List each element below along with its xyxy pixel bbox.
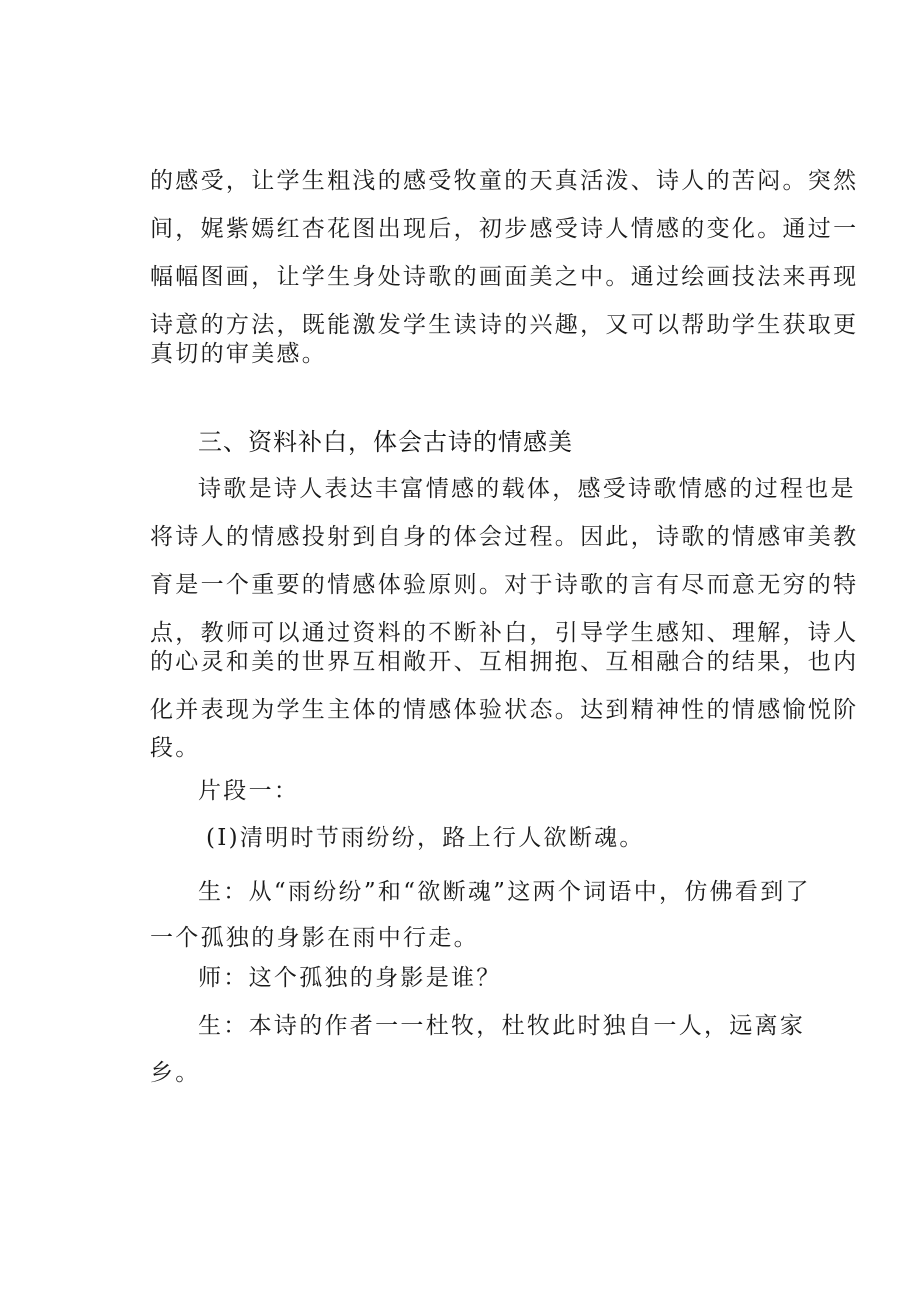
dialogue-line: 师：这个孤独的身影是谁？ xyxy=(198,965,502,991)
section-heading: 三、资料补白，体会古诗的情感美 xyxy=(198,428,573,456)
paragraph-line: 幅幅图画，让学生身处诗歌的画面美之中。通过绘画技法来再现 xyxy=(150,264,859,290)
paragraph-line: 间，娓紫嫣红杏花图出现后，初步感受诗人情感的变化。通过一 xyxy=(150,216,859,242)
paragraph-line: 诗意的方法，既能激发学生读诗的兴趣，又可以帮助学生获取更 xyxy=(150,312,859,338)
paragraph-line: 育是一个重要的情感体验原则。对于诗歌的言有尽而意无穷的特 xyxy=(150,572,859,598)
dialogue-line: 生：本诗的作者一一杜牧，杜牧此时独自一人，远离家 xyxy=(198,1013,806,1039)
paragraph-line: 诗歌是诗人表达丰富情感的载体，感受诗歌情感的过程也是 xyxy=(198,476,856,502)
paragraph-line: 点，教师可以通过资料的不断补白，引导学生感知、理解，诗人 xyxy=(150,620,859,646)
paragraph-line: 化并表现为学生主体的情感体验状态。达到精神性的情感愉悦阶 xyxy=(150,697,859,723)
paragraph-line: 的感受，让学生粗浅的感受牧童的天真活泼、诗人的苦闷。突然 xyxy=(150,168,859,194)
paragraph-line: 将诗人的情感投射到自身的体会过程。因此，诗歌的情感审美教 xyxy=(150,524,859,550)
dialogue-line: 生：从“雨纷纷”和“欲断魂”这两个词语中，仿佛看到了 xyxy=(198,879,811,905)
fragment-label: 片段一： xyxy=(198,778,300,804)
dialogue-line: 一个孤独的身影在雨中行走。 xyxy=(150,925,479,951)
paragraph-line: 真切的审美感。 xyxy=(150,341,328,367)
dialogue-line: 乡。 xyxy=(150,1060,201,1086)
paragraph-line: 的心灵和美的世界互相敞开、互相拥抱、互相融合的结果，也内 xyxy=(150,649,859,675)
poem-line: (I)清明时节雨纷纷，路上行人欲断魂。 xyxy=(206,825,645,851)
paragraph-line: 段。 xyxy=(150,735,201,761)
